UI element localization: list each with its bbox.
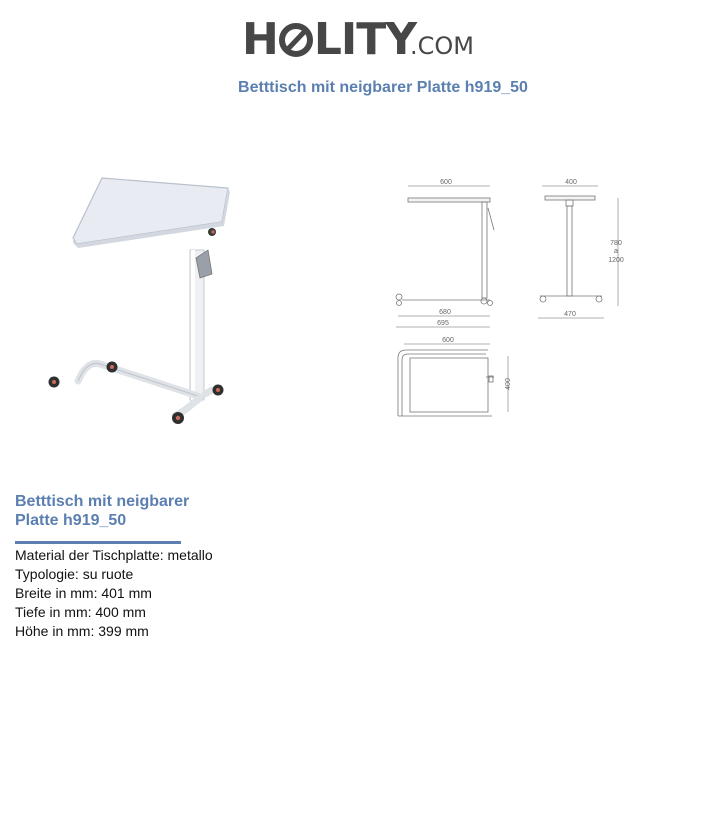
spec-item-width: Breite in mm: 401 mm: [15, 585, 152, 601]
spec-item-height: Höhe in mm: 399 mm: [15, 623, 149, 639]
spec-list: [15, 546, 213, 641]
front-view: [396, 186, 494, 327]
side-width-label: 400: [565, 179, 577, 186]
height-separator: a: [614, 248, 618, 255]
logo-wordmark: [242, 14, 416, 66]
logo-letter-h: H: [242, 14, 278, 65]
logo-o-icon: [279, 23, 313, 57]
spec-item-material: Material der Tischplatte: metallo: [15, 547, 213, 563]
product-heading: [15, 492, 215, 530]
front-base-inner-label: 680: [439, 309, 451, 316]
holity-logo[interactable]: [242, 12, 482, 68]
side-view: [538, 186, 618, 318]
plan-width-label: 600: [442, 337, 454, 344]
technical-drawing: [390, 172, 630, 422]
product-heading-line1: Betttisch mit neigbarer: [15, 493, 190, 510]
logo-letters-lity: LITY: [313, 14, 417, 65]
front-width-label: 600: [440, 179, 452, 186]
heading-divider: [15, 541, 181, 544]
page-title: Betttisch mit neigbarer Platte h919_50: [238, 79, 528, 96]
plan-view: [398, 344, 508, 416]
product-photo: [40, 168, 240, 433]
spec-item-depth: Tiefe in mm: 400 mm: [15, 604, 146, 620]
logo-suffix: .COM: [410, 32, 474, 60]
front-base-outer-label: 695: [437, 320, 449, 327]
product-heading-line2: Platte h919_50: [15, 512, 127, 529]
spec-item-typology: Typologie: su ruote: [15, 566, 134, 582]
height-max-label: 1200: [608, 257, 624, 264]
plan-depth-label: 400: [505, 378, 512, 390]
height-min-label: 780: [610, 240, 622, 247]
side-base-label: 470: [564, 311, 576, 318]
